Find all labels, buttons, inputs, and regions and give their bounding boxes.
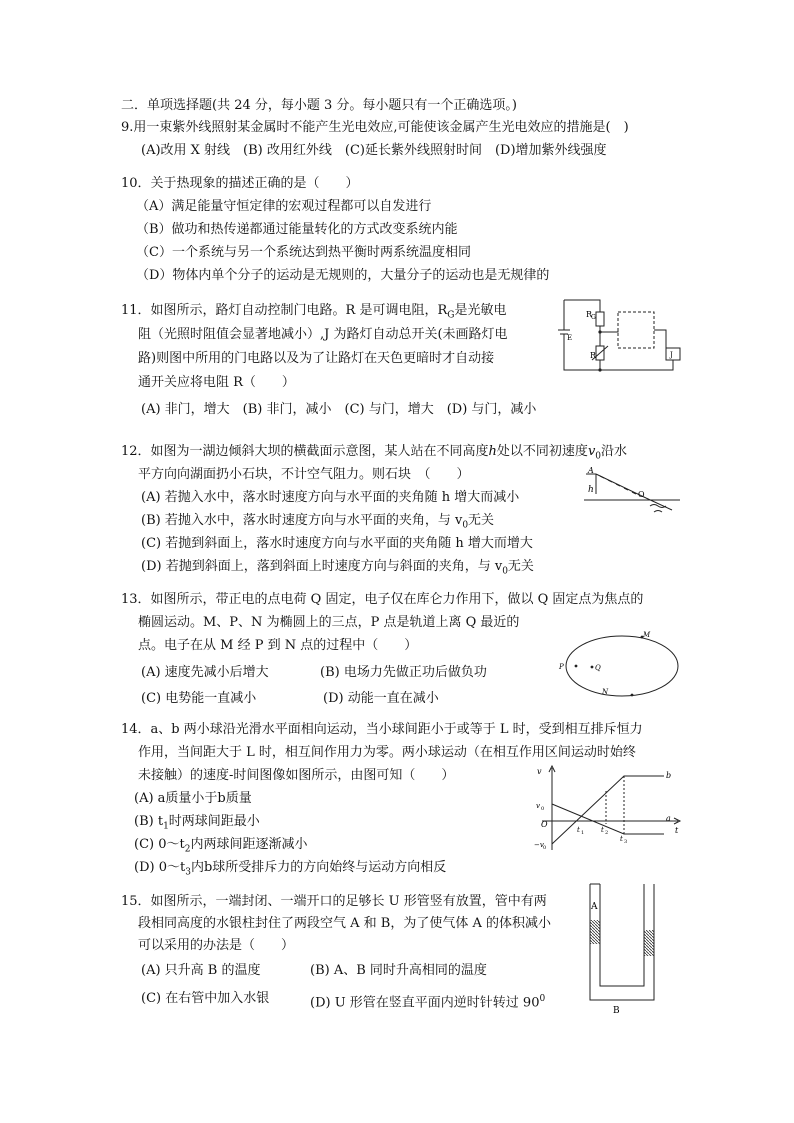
q13-fig-label-q: Q [595,664,601,672]
q14-fig-label-b: b [666,771,672,780]
q11-line-3: 路)则图中所用的门电路以及为了让路灯在天色更暗时才自动接 [138,351,495,366]
q14-line-2: 作用，当间距大于 L 时，相互间作用力为零。两小球运动（在相互作用区间运动时始终 [138,745,636,760]
q11-line-1: 11．如图所示，路灯自动控制门电路。R 是可调电阻，$R_G$是光敏电 [121,303,507,321]
q13-ellipse-figure [554,630,684,700]
q11-line-2: 阻（光照时阻值会显著地减小）,J 为路灯自动总开关(未画路灯电 [138,327,508,342]
q13-line-1: 13．如图所示，带正电的点电荷 Q 固定，电子仅在库仑力作用下，做以 Q 固定点为焦点的 [121,592,644,607]
q14-option-a: (A) a质量小于b质量 [134,791,252,806]
q14-fig-t1: t [577,826,580,834]
q10-option-c: （C）一个系统与另一个系统达到热平衡时两系统温度相同 [136,245,471,260]
q11-fig-label-e: E [567,334,573,342]
q9-stem: 9.用一束紫外线照射某金属时不能产生光电效应,可能使该金属产生光电效应的措施是( ) [121,120,629,135]
q13-option-d: (D) 动能一直在减小 [323,691,439,706]
q12-dam-figure [584,466,680,514]
q15-fig-label-a: A [591,902,598,912]
q14-fig-v0-sub: 0 [541,806,545,812]
q14-fig-t2: t [601,826,604,834]
q11-options: (A) 非门，增大 (B) 非门，减小 (C) 与门，增大 (D) 与门，减小 [141,402,537,417]
q14-option-c: (C) $0\sim t_2$内两球间距逐渐减小 [134,837,308,855]
q14-fig-origin: O [541,820,548,829]
q15-line-2: 段相同高度的水银柱封住了两段空气 A 和 B，为了使气体 A 的体积减小 [138,916,551,931]
q13-option-a: (A) 速度先减小后增大 [141,665,269,680]
q12-fig-label-a: A [588,466,594,475]
q14-fig-neg-v0: −v [534,841,544,849]
q15-u-tube-figure [586,882,662,1018]
q15-option-c: (C) 在右管中加入水银 [141,991,270,1006]
q15-option-a: (A) 只升高 B 的温度 [141,963,261,978]
q15-line-3: 可以采用的办法是（ ） [138,938,295,953]
q14-fig-axis-v: v [537,767,542,776]
q14-option-d: (D) $0\sim t_3$内b球所受排斥力的方向始终与运动方向相反 [134,860,447,878]
section-title: 二．单项选择题(共 24 分，每小题 3 分。每小题只有一个正确选项。) [121,98,517,113]
q14-fig-t3: t [620,835,623,843]
q14-fig-label-a: a [666,814,671,823]
q15-option-d: (D) U 形管在竖直平面内逆时针转过 $90^0$ [310,994,546,1011]
q13-line-3: 点。电子在从 M 经 P 到 N 点的过程中（ ） [138,638,418,653]
q14-fig-t1-sub: 1 [581,830,585,836]
q12-option-b: (B) 若抛入水中，落水时速度方向与水平面的夹角，与 $v_0$无关 [141,513,495,531]
q13-fig-label-n: N [602,688,609,696]
q12-fig-label-o: O [638,490,645,499]
q14-fig-neg-v0-sub: 0 [543,845,547,851]
q11-fig-label-rg-sub: G [591,314,596,321]
q14-vt-graph [534,764,684,856]
q15-option-b: (B) A、B 同时升高相同的温度 [310,963,487,978]
q13-fig-label-p: P [559,663,564,671]
q10-stem: 10．关于热现象的描述正确的是（ ） [121,176,359,191]
q12-line-2: 平方向向湖面扔小石块，不计空气阻力。则石块 （ ） [138,467,470,482]
q11-fig-label-j: J [670,351,673,359]
q10-option-b: （B）做功和热传递都通过能量转化的方式改变系统内能 [136,222,458,237]
q10-option-a: （A）满足能量守恒定律的宏观过程都可以自发进行 [136,199,432,214]
q11-line-4: 通开关应将电阻 R（ ） [138,375,295,390]
q12-option-a: (A) 若抛入水中，落水时速度方向与水平面的夹角随 h 增大而减小 [141,490,520,505]
q10-option-d: （D）物体内单个分子的运动是无规则的，大量分子的运动也是无规律的 [136,268,550,283]
q14-option-b: (B) $t_1$时两球间距最小 [134,814,260,832]
q9-options: (A)改用 X 射线 (B) 改用红外线 (C)延长紫外线照射时间 (D)增加紫外线强度 [141,143,607,158]
q14-fig-t3-sub: 3 [624,839,628,845]
q13-fig-label-m: M [643,631,651,639]
q14-line-1: 14．a、b 两小球沿光滑水平面相向运动，当小球间距小于或等于 L 时，受到相互排斥恒力 [121,722,643,737]
q14-fig-v0: v [536,802,540,810]
q12-option-c: (C) 若抛到斜面上，落水时速度方向与水平面的夹角随 h 增大而增大 [141,536,533,551]
q12-option-d: (D) 若抛到斜面上，落到斜面上时速度方向与斜面的夹角，与 $v_0$无关 [141,559,534,577]
q15-fig-label-b: B [613,1006,620,1016]
q14-fig-axis-t: t [675,826,679,835]
q13-option-b: (B) 电场力先做正功后做负功 [320,665,487,680]
q14-fig-t2-sub: 2 [605,830,609,836]
q13-option-c: (C) 电势能一直减小 [141,691,257,706]
q12-line-1: 12．如图为一湖边倾斜大坝的横截面示意图，某人站在不同高度h处以不同初速度$v_0$沿水 [121,444,628,462]
q11-circuit-figure [556,296,690,378]
q13-line-2: 椭圆运动。M、P、N 为椭圆上的三点，P 点是轨道上离 Q 最近的 [138,615,520,630]
q11-fig-label-r: R [590,351,597,360]
q14-line-3: 未接触）的速度-时间图像如图所示，由图可知（ ） [138,768,455,783]
q12-fig-label-h: h [588,485,594,495]
q15-line-1: 15．如图所示，一端封闭、一端开口的足够长 U 形管竖有放置，管中有两 [121,894,547,909]
q11-fig-label-rg: R [586,310,593,319]
